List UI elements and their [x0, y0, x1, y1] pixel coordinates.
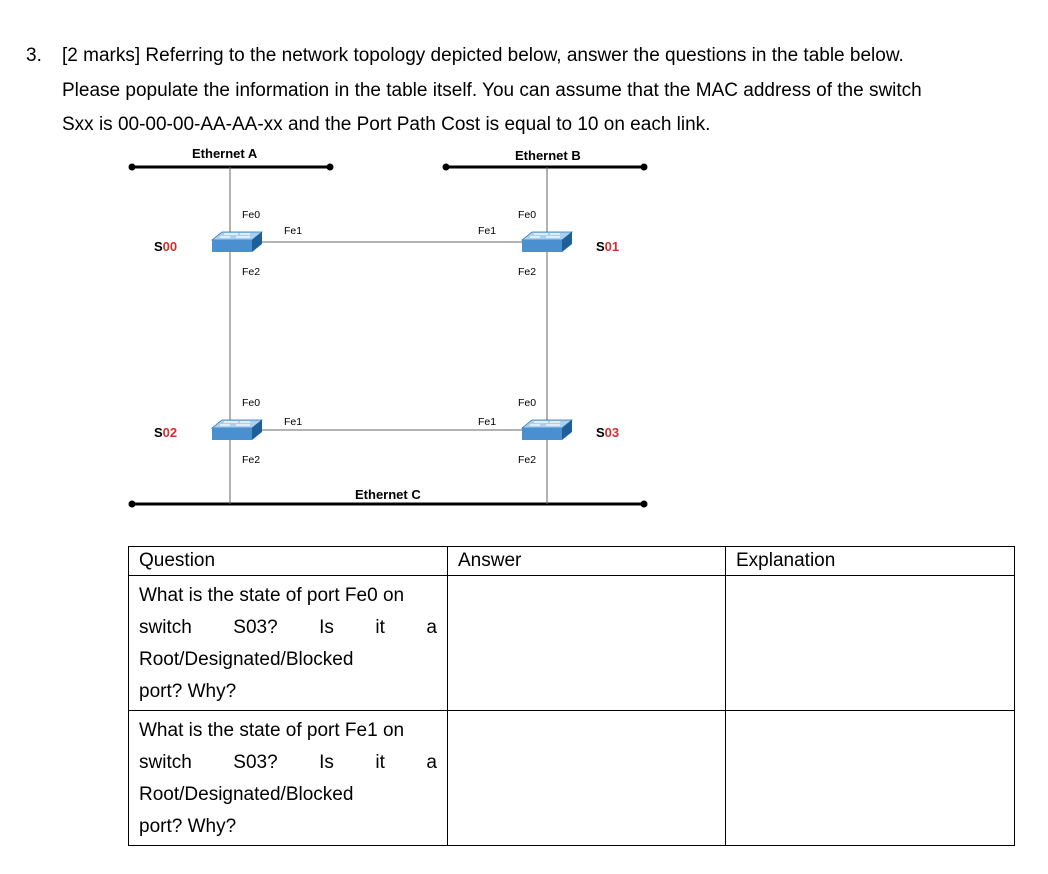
s02-fe0-label: Fe0: [242, 397, 261, 409]
question-text-line: Root/Designated/Blocked: [139, 784, 354, 805]
s02-fe2-label: Fe2: [242, 454, 261, 466]
question-line-3: Sxx is 00-00-00-AA-AA-xx and the Port Path Cost is equal to 10 on each link.: [62, 114, 711, 135]
switch-s01-label: S01: [596, 239, 620, 254]
s03-fe1-label: Fe1: [478, 416, 497, 428]
header-explanation: Explanation: [726, 547, 1015, 576]
switch-s02-label: S02: [154, 425, 178, 440]
s00-fe0-label: Fe0: [242, 209, 261, 221]
table-header-row: [129, 547, 1015, 576]
question-text-line: switch S03? Is it a: [139, 752, 437, 773]
header-answer: Answer: [448, 547, 726, 576]
question-line-2: Please populate the information in the table itself. You can assume that the MAC address of the switch: [62, 80, 922, 101]
switch-s00-icon: [212, 232, 262, 252]
table-row: [129, 576, 1015, 711]
s03-fe2-label: Fe2: [518, 454, 537, 466]
question-text-line: What is the state of port Fe1 on: [139, 720, 405, 741]
question-cell: [129, 576, 448, 711]
explanation-cell[interactable]: [726, 711, 1015, 846]
question-number: 3.: [26, 45, 42, 66]
s02-digits: 02: [162, 425, 178, 440]
switch-s02-icon: [212, 420, 262, 440]
switch-s03-label: S03: [596, 425, 620, 440]
ethernet-b-label: Ethernet B: [515, 148, 581, 163]
header-question: Question: [129, 547, 448, 576]
s03-digits: 03: [604, 425, 620, 440]
s01-fe2-label: Fe2: [518, 266, 537, 278]
table-row: [129, 711, 1015, 846]
switch-s01-icon: [522, 232, 572, 252]
switch-s00-label: S00: [154, 239, 178, 254]
explanation-cell[interactable]: [726, 576, 1015, 711]
answer-cell[interactable]: [448, 711, 726, 846]
s01-fe0-label: Fe0: [518, 209, 537, 221]
s03-fe0-label: Fe0: [518, 397, 537, 409]
question-text-line: Root/Designated/Blocked: [139, 649, 354, 670]
switch-s03-icon: [522, 420, 572, 440]
ethernet-c-label: Ethernet C: [355, 487, 421, 502]
s01-digits: 01: [604, 239, 620, 254]
answer-cell[interactable]: [448, 576, 726, 711]
s01-fe1-label: Fe1: [478, 225, 497, 237]
s00-fe1-label: Fe1: [284, 225, 303, 237]
s02-fe1-label: Fe1: [284, 416, 303, 428]
question-text-line: switch S03? Is it a: [139, 617, 437, 638]
qa-table: [128, 546, 1015, 846]
question-cell: [129, 711, 448, 846]
question-text-line: What is the state of port Fe0 on: [139, 585, 405, 606]
question-line-1: [2 marks] Referring to the network topology depicted below, answer the questions in the table below.: [62, 45, 904, 66]
question-text-line: port? Why?: [139, 681, 237, 702]
s00-digits: 00: [162, 239, 178, 254]
question-text-line: port? Why?: [139, 816, 237, 837]
ethernet-a-label: Ethernet A: [192, 146, 258, 161]
s00-fe2-label: Fe2: [242, 266, 261, 278]
